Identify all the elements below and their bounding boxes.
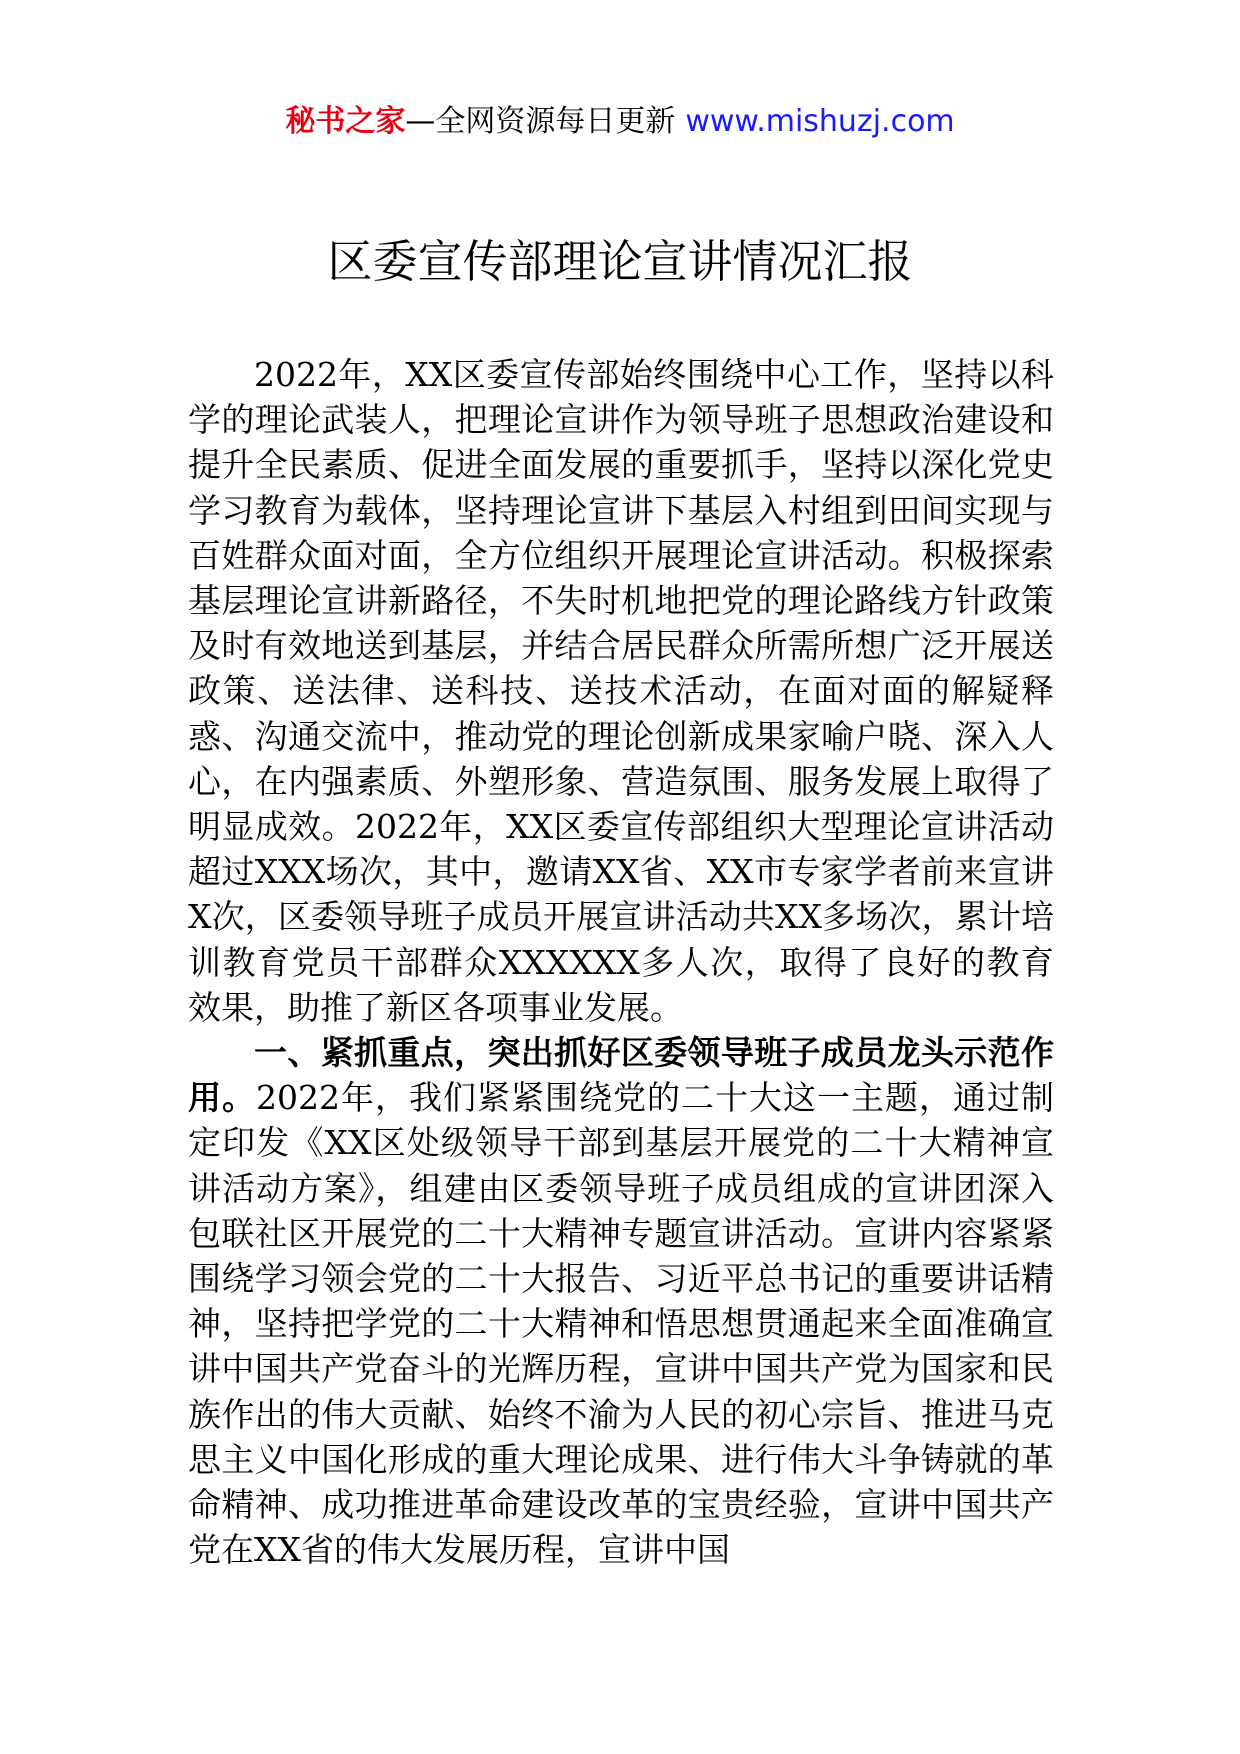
document-body <box>188 352 1054 1572</box>
paragraph-text: 2022年，XX区委宣传部始终围绕中心工作，坚持以科学的理论武装人，把理论宣讲作为领导班子思想政治建设和提升全民素质、促进全面发展的重要抓手，坚持以深化党史学习教育为载体，坚持理论宣讲下基层入村组到田间实现与百姓群众面对面，全方位组织开展理论宣讲活动。积极探索基层理论宣讲新路径，不失时机地把党的理论路线方针政策及时有效地送到基层，并结合居民群众所需所想广泛开展送政策、送法律、送科技、送技术活动，在面对面的解疑释惑、沟通交流中，推动党的理论创新成果家喻户晓、深入人心，在内强素质、外塑形象、营造氛围、服务发展上取得了明显成效。2022年，XX区委宣传部组织大型理论宣讲活动超过XXX场次，其中，邀请XX省、XX市专家学者前来宣讲X次，区委领导班子成员开展宣讲活动共XX多场次，累计培训教育党员干部群众XXXXXX多人次，取得了良好的教育效果，助推了新区各项事业发展。 <box>188 355 1054 1027</box>
paragraph-section-one <box>188 1030 1054 1572</box>
site-tagline: —全网资源每日更新 <box>405 104 676 139</box>
site-url-link[interactable]: www.mishuzj.com <box>685 104 955 139</box>
site-banner <box>0 100 1240 144</box>
paragraph-lead: 一、紧抓重点，突出抓好区委领导班子成员龙头示范作用。 <box>188 1033 1054 1118</box>
document-title: 区委宣传部理论宣讲情况汇报 <box>327 235 913 288</box>
site-brand: 秘书之家 <box>285 104 406 139</box>
paragraph-text: 2022年，我们紧紧围绕党的二十大这一主题，通过制定印发《XX区处级领导干部到基层开展党的二十大精神宣讲活动方案》，组建由区委领导班子成员组成的宣讲团深入包联社区开展党的二十大精神专题宣讲活动。宣讲内容紧紧围绕学习领会党的二十大报告、习近平总书记的重要讲话精神，坚持把学党的二十大精神和悟思想贯通起来全面准确宣讲中国共产党奋斗的光辉历程，宣讲中国共产党为国家和民族作出的伟大贡献、始终不渝为人民的初心宗旨、推进马克思主义中国化形成的重大理论成果、进行伟大斗争铸就的革命精神、成功推进革命建设改革的宝贵经验，宣讲中国共产党在XX省的伟大发展历程，宣讲中国 <box>188 1078 1055 1570</box>
paragraph-intro <box>188 352 1054 1030</box>
